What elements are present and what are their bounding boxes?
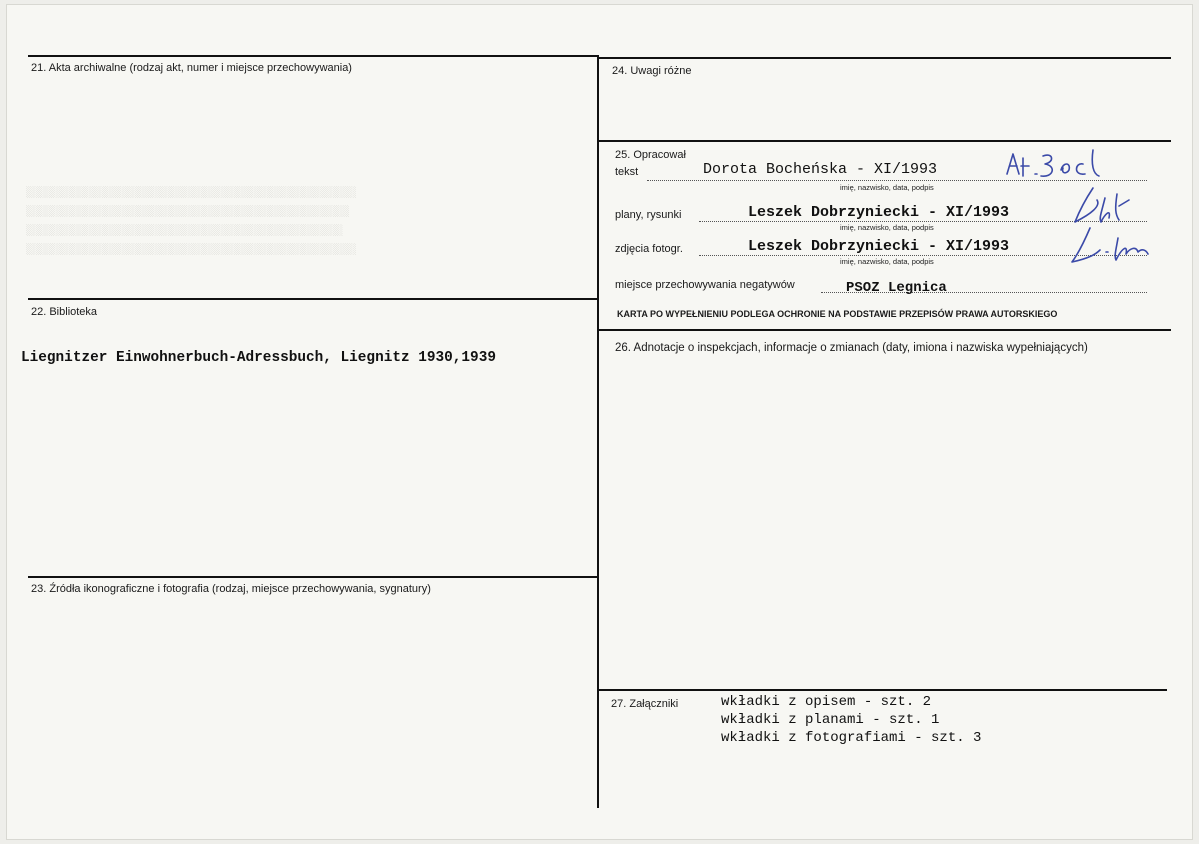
- signature-dobrzyniecki-2: [1066, 224, 1156, 266]
- rule-22-top: [28, 298, 599, 300]
- zdjecia-label: zdjęcia fotogr.: [615, 243, 683, 255]
- plany-label: plany, rysunki: [615, 209, 682, 221]
- zdjecia-caption: imię, nazwisko, data, podpis: [840, 257, 934, 266]
- center-divider: [597, 55, 599, 808]
- attachment-item-2: wkładki z planami - szt. 1: [721, 712, 940, 728]
- tekst-caption: imię, nazwisko, data, podpis: [840, 183, 934, 192]
- section-21-label: 21. Akta archiwalne (rodzaj akt, numer i miejsce przechowywania): [31, 62, 352, 74]
- section-22-value: Liegnitzer Einwohnerbuch-Adressbuch, Liegnitz 1930,1939: [21, 350, 496, 366]
- archive-card: [6, 4, 1193, 840]
- section-25-label: 25. Opracował: [615, 149, 686, 161]
- negatywy-value: PSOZ Legnica: [846, 280, 947, 296]
- section-27-label: 27. Załączniki: [611, 698, 679, 710]
- rule-27-top: [599, 689, 1167, 691]
- tekst-value: Dorota Bocheńska - XI/1993: [703, 161, 938, 178]
- copyright-notice: KARTA PO WYPEŁNIENIU PODLEGA OCHRONIE NA PODSTAWIE PRZEPISÓW PRAWA AUTORSKIEGO: [617, 309, 1058, 319]
- plany-caption: imię, nazwisko, data, podpis: [840, 223, 934, 232]
- negatywy-label: miejsce przechowywania negatywów: [615, 279, 795, 291]
- section-26-label: 26. Adnotacje o inspekcjach, informacje o zmianach (daty, imiona i nazwiska wypełniających): [615, 342, 1088, 354]
- top-rule-left: [28, 55, 599, 57]
- bleed-through-texture: ░░░░░░░░░░░░░░░░░░░░░░░░░░░░░░░░░░░░░░░░░░░░░░░░░░ ░░░░░░░░░░░░░░░░░░░░░░░░░░░░░░░░░░░░░░░░░░░░░░░░░ ░░░░░░░░░░░░░░░░░░░░░░░░░░░░░░░░░░░░░░░░░░░░░░░░ ░░░░░░░░░░░░░░░░░░░░░░░░░░░░░░░░░░░░░░░░░░░░░░░░░░: [26, 187, 357, 256]
- section-23-label: 23. Źródła ikonograficzne i fotografia (rodzaj, miejsce przechowywania, sygnatury): [31, 583, 431, 595]
- top-rule-right: [599, 57, 1171, 59]
- rule-26-top: [599, 329, 1171, 331]
- signature-bochenska: [1001, 144, 1121, 184]
- plany-value: Leszek Dobrzyniecki - XI/1993: [748, 204, 1010, 221]
- zdjecia-value: Leszek Dobrzyniecki - XI/1993: [748, 238, 1010, 255]
- section-22-label: 22. Biblioteka: [31, 306, 98, 318]
- signature-dobrzyniecki-1: [1071, 184, 1141, 226]
- attachment-item-3: wkładki z fotografiami - szt. 3: [721, 730, 982, 746]
- rule-23-top: [28, 576, 599, 578]
- section-24-label: 24. Uwagi różne: [612, 65, 692, 77]
- tekst-label: tekst: [615, 166, 639, 178]
- rule-25-top: [599, 140, 1171, 142]
- attachment-item-1: wkładki z opisem - szt. 2: [721, 694, 932, 710]
